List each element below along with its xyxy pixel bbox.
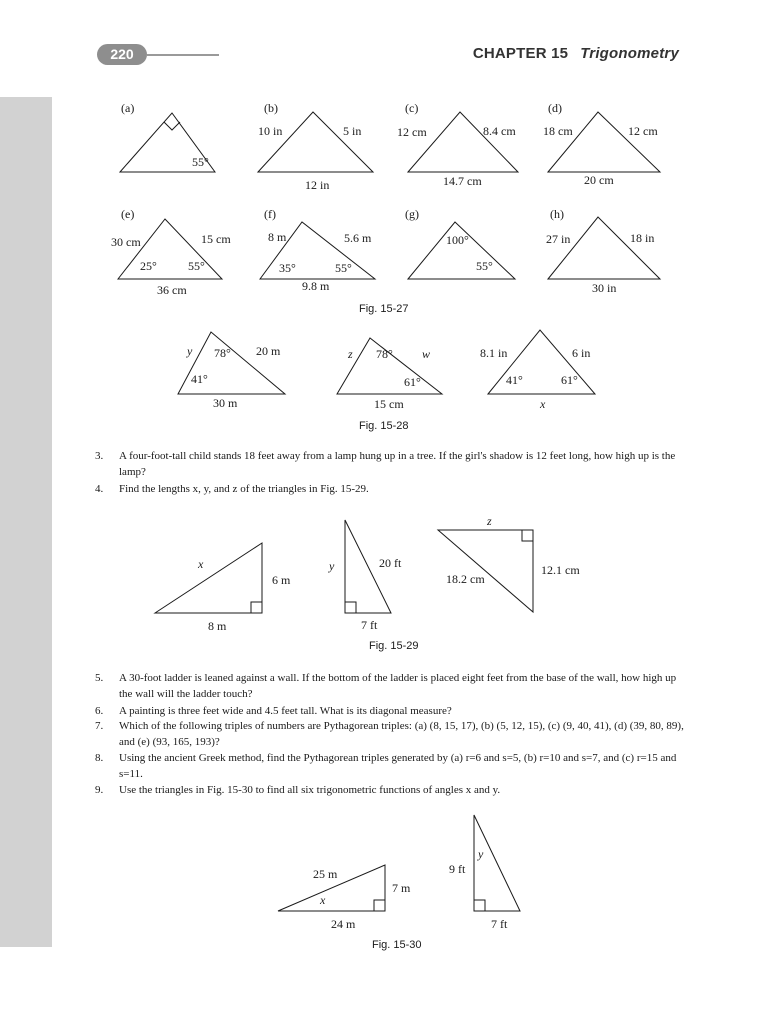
angle-label: 55° xyxy=(188,259,205,273)
figure-caption: Fig. 15-28 xyxy=(359,420,409,432)
side-label: z xyxy=(487,514,492,528)
side-label: 20 m xyxy=(256,344,281,358)
problem-number: 4. xyxy=(95,483,104,495)
side-label: 6 in xyxy=(572,346,591,360)
side-label: 36 cm xyxy=(157,283,187,297)
label-e: (e) xyxy=(121,207,135,221)
side-label: 30 in xyxy=(592,281,617,295)
side-label: 15 cm xyxy=(374,397,404,411)
side-label: 10 in xyxy=(258,124,283,138)
angle-label: 41° xyxy=(191,372,208,386)
side-label: 5.6 m xyxy=(344,231,372,245)
side-label: 7 ft xyxy=(361,618,378,632)
label-h: (h) xyxy=(550,207,564,221)
triangle-h xyxy=(548,217,660,279)
side-label: 15 cm xyxy=(201,232,231,246)
side-label: 9 ft xyxy=(449,862,466,876)
right-angle-mark xyxy=(374,900,385,911)
chapter-title: Trigonometry xyxy=(580,45,679,62)
side-label: 7 m xyxy=(392,881,411,895)
side-label: x xyxy=(540,397,546,411)
angle-label: 55° xyxy=(335,261,352,275)
chapter-number: CHAPTER 15 xyxy=(472,45,569,62)
triangle-d xyxy=(548,112,660,172)
triangle-c xyxy=(408,112,518,172)
problem-text: Find the lengths x, y, and z of the triangles in Fig. 15-29. xyxy=(119,483,369,495)
right-angle-mark xyxy=(522,530,533,541)
side-label: 30 m xyxy=(213,396,238,410)
triangle-b xyxy=(258,112,373,172)
triangle-29-3 xyxy=(438,530,533,612)
angle-label: 25° xyxy=(140,259,157,273)
label-d: (d) xyxy=(548,101,562,115)
angle-label: 61° xyxy=(561,373,578,387)
problem-text: A four-foot-tall child stands 18 feet away from a lamp hung up in a tree. If the girl's shadow is 12 feet long, how high up is the lamp? xyxy=(119,450,676,478)
side-label: 12 in xyxy=(305,178,330,192)
label-b: (b) xyxy=(264,101,278,115)
side-label: 6 m xyxy=(272,573,291,587)
angle-label: 78° xyxy=(376,347,393,361)
side-label: 8.1 in xyxy=(480,346,508,360)
triangle-g xyxy=(408,222,515,279)
side-label: 20 cm xyxy=(584,173,614,187)
problem-number: 8. xyxy=(95,752,104,764)
side-label: 5 in xyxy=(343,124,362,138)
side-label: 24 m xyxy=(331,917,356,931)
angle-label: 55° xyxy=(476,259,493,273)
side-label: 8 m xyxy=(268,230,287,244)
angle-label: 61° xyxy=(404,375,421,389)
side-label: 14.7 cm xyxy=(443,174,482,188)
label-c: (c) xyxy=(405,101,419,115)
side-label: 12 cm xyxy=(397,125,427,139)
triangle-e xyxy=(118,219,222,279)
side-label: w xyxy=(422,347,431,361)
problem-number: 3. xyxy=(95,450,104,462)
page-number: 220 xyxy=(97,44,147,65)
side-label: 7 ft xyxy=(491,917,508,931)
side-label: 8 m xyxy=(208,619,227,633)
triangle-28-3 xyxy=(488,330,595,394)
angle-label: 35° xyxy=(279,261,296,275)
problem-text: Use the triangles in Fig. 15-30 to find all six trigonometric functions of angles x and y. xyxy=(119,784,501,796)
triangle-29-1 xyxy=(155,543,262,613)
side-label: 18 in xyxy=(630,231,655,245)
problem-number: 7. xyxy=(95,720,104,732)
side-label: 27 in xyxy=(546,232,571,246)
problem-number: 6. xyxy=(95,705,104,717)
angle-label: 78° xyxy=(214,346,231,360)
problem-text: Which of the following triples of numbers are Pythagorean triples: (a) (8, 15, 17), (b) (5, 12, 15), (c) (9, 40, 41), (d) (39, 80, 89), and (e) (93, 165, 193)? xyxy=(119,720,684,748)
side-label: 12.1 cm xyxy=(541,563,580,577)
problem-text: A painting is three feet wide and 4.5 feet tall. What is its diagonal measure? xyxy=(119,705,452,717)
figure-caption: Fig. 15-30 xyxy=(372,939,422,951)
side-label: y xyxy=(187,344,193,358)
side-label: 20 ft xyxy=(379,556,402,570)
side-label: 9.8 m xyxy=(302,279,330,293)
angle-label: y xyxy=(478,847,484,861)
figure-caption: Fig. 15-27 xyxy=(359,303,409,315)
right-angle-mark xyxy=(251,602,262,613)
angle-label: 55° xyxy=(192,155,209,169)
label-g: (g) xyxy=(405,207,419,221)
problem-text: Using the ancient Greek method, find the Pythagorean triples generated by (a) r=6 and s=5, (b) r=10 and s=7, and (c) r=15 and s=11. xyxy=(119,752,677,780)
side-label: y xyxy=(329,559,335,573)
problem-number: 9. xyxy=(95,784,104,796)
problem-number: 5. xyxy=(95,672,104,684)
side-label: z xyxy=(348,347,353,361)
side-label: 18 cm xyxy=(543,124,573,138)
label-f: (f) xyxy=(264,207,276,221)
side-label: 12 cm xyxy=(628,124,658,138)
side-label: x xyxy=(198,557,204,571)
right-angle-mark xyxy=(164,122,180,130)
figure-caption: Fig. 15-29 xyxy=(369,640,419,652)
side-label: 18.2 cm xyxy=(446,572,485,586)
side-label: 25 m xyxy=(313,867,338,881)
label-a: (a) xyxy=(121,101,135,115)
problem-text: A 30-foot ladder is leaned against a wall. If the bottom of the ladder is placed eight feet from the base of the wall, how high up the wall will the ladder touch? xyxy=(119,672,677,700)
triangle-30-2 xyxy=(474,815,520,911)
angle-label: 41° xyxy=(506,373,523,387)
side-label: 30 cm xyxy=(111,235,141,249)
angle-label: x xyxy=(320,893,326,907)
right-angle-mark xyxy=(474,900,485,911)
angle-label: 100° xyxy=(446,233,469,247)
side-label: 8.4 cm xyxy=(483,124,516,138)
right-angle-mark xyxy=(345,602,356,613)
